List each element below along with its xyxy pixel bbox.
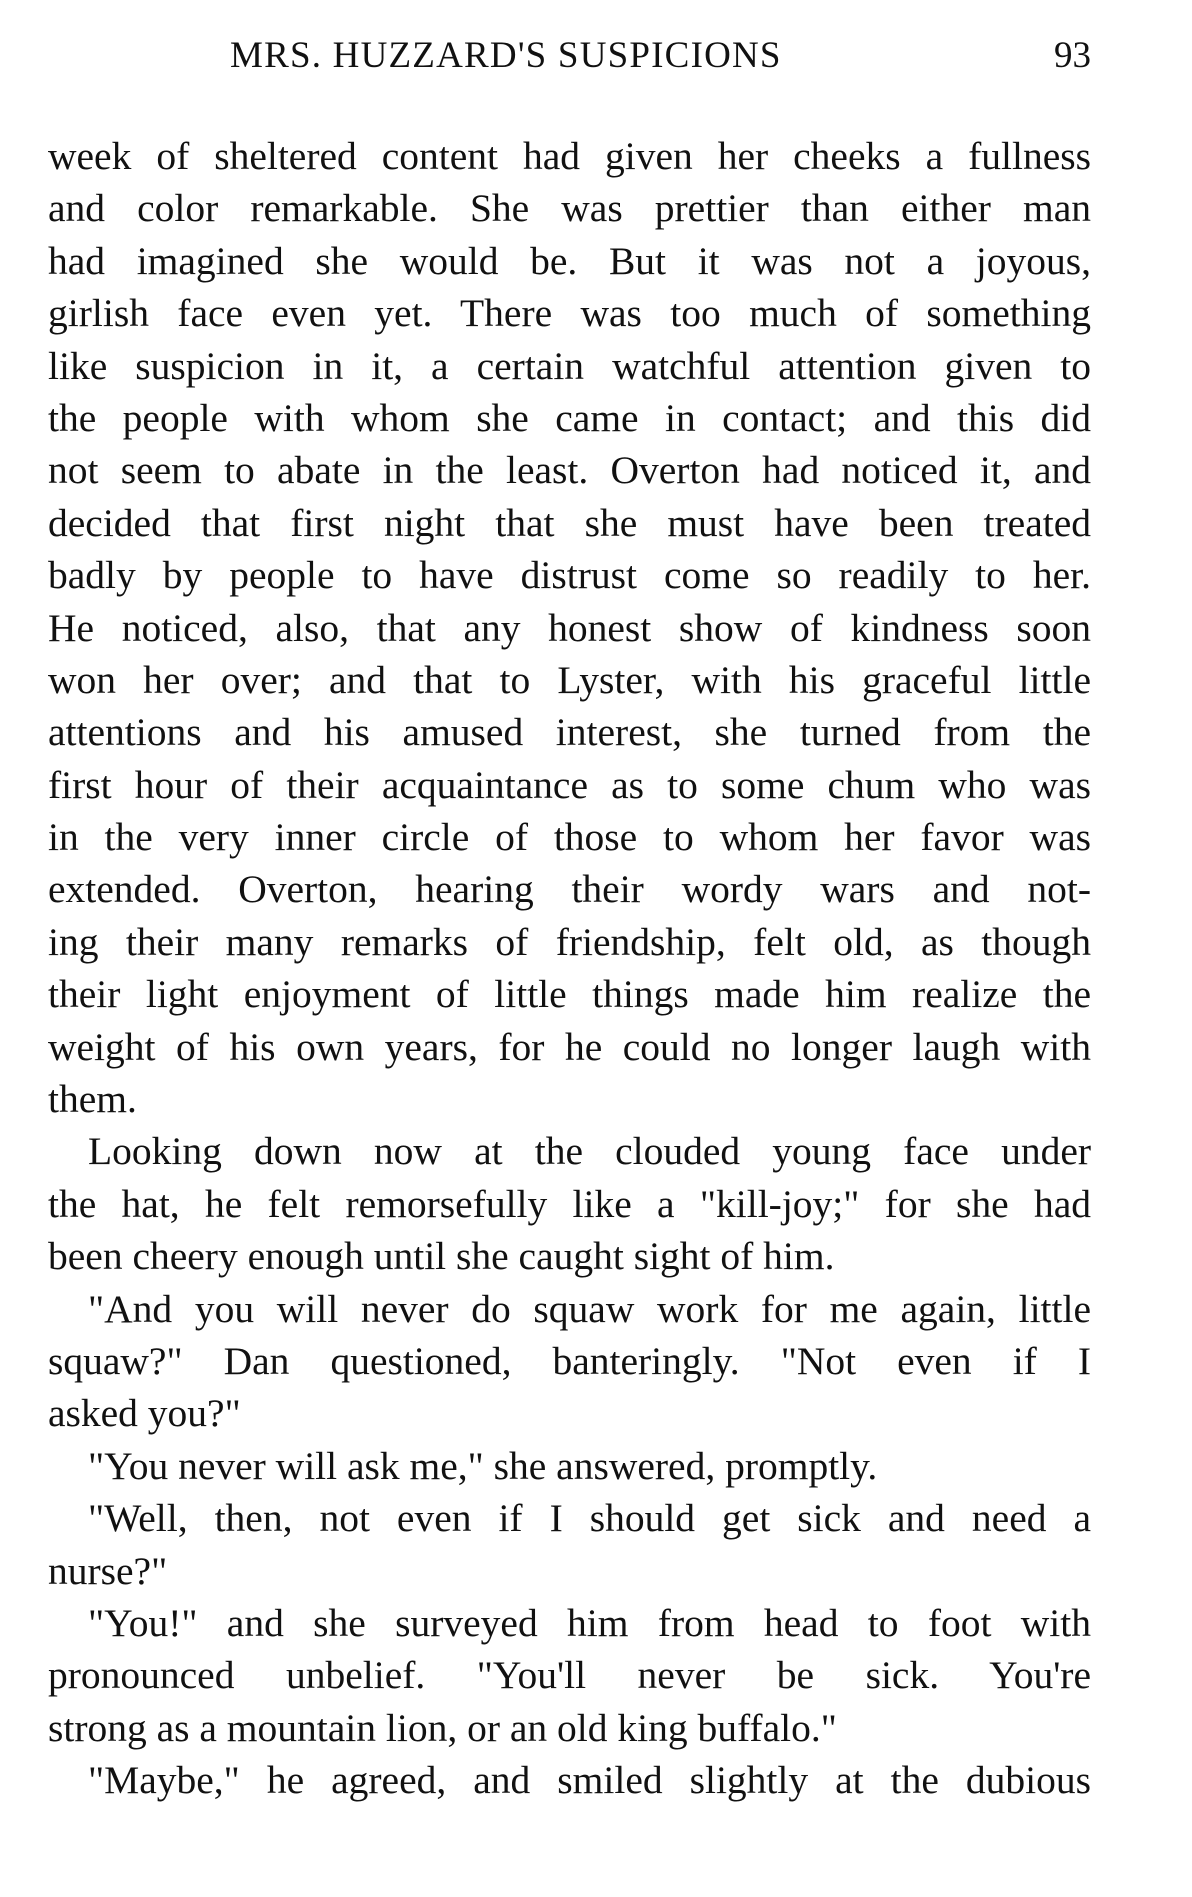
text-line: weight of his own years, for he could no longer laugh with xyxy=(48,1024,1091,1069)
text-line: been cheery enough until she caught sight of him. xyxy=(48,1234,835,1279)
text-line: "Maybe," he agreed, and smiled slightly at the dubious xyxy=(88,1758,1091,1803)
text-line: ing their many remarks of friendship, felt old, as though xyxy=(48,919,1091,964)
text-line: first hour of their acquaintance as to some chum who was xyxy=(48,762,1091,807)
text-line: Looking down now at the clouded young face under xyxy=(88,1129,1091,1174)
text-line: the people with whom she came in contact; and this did xyxy=(48,395,1091,440)
body-text xyxy=(48,130,1091,1807)
text-line: "And you will never do squaw work for me again, little xyxy=(88,1286,1091,1331)
text-line: and color remarkable. She was prettier than either man xyxy=(48,186,1091,231)
text-line: their light enjoyment of little things made him realize the xyxy=(48,972,1091,1017)
text-line: attentions and his amused interest, she turned from the xyxy=(48,710,1091,755)
text-line: badly by people to have distrust come so readily to her. xyxy=(48,553,1091,598)
text-line: decided that first night that she must have been treated xyxy=(48,500,1091,545)
text-line: pronounced unbelief. "You'll never be sick. You're xyxy=(48,1653,1091,1698)
text-line: them. xyxy=(48,1077,137,1122)
text-line: not seem to abate in the least. Overton had noticed it, and xyxy=(48,448,1091,493)
running-title: MRS. HUZZARD'S SUSPICIONS xyxy=(230,35,782,76)
text-line: "You never will ask me," she answered, promptly. xyxy=(88,1443,878,1488)
text-line: "You!" and she surveyed him from head to foot with xyxy=(88,1600,1091,1645)
running-head xyxy=(48,34,1091,94)
page-number: 93 xyxy=(1054,35,1091,76)
text-line: nurse?" xyxy=(48,1548,168,1593)
text-line: week of sheltered content had given her cheeks a fullness xyxy=(48,134,1091,178)
text-line: in the very inner circle of those to whom her favor was xyxy=(48,815,1091,860)
text-line: strong as a mountain lion, or an old king buffalo." xyxy=(48,1705,837,1750)
text-line: squaw?" Dan questioned, banteringly. "Not even if I xyxy=(48,1338,1091,1383)
text-line: extended. Overton, hearing their wordy wars and not- xyxy=(48,867,1091,912)
text-line: had imagined she would be. But it was not a joyous, xyxy=(48,238,1091,283)
text-line: like suspicion in it, a certain watchful attention given to xyxy=(48,343,1091,388)
text-line: He noticed, also, that any honest show of kindness soon xyxy=(48,605,1091,650)
text-line: the hat, he felt remorsefully like a "kill-joy;" for she had xyxy=(48,1181,1091,1226)
text-line: "Well, then, not even if I should get sick and need a xyxy=(88,1496,1091,1541)
text-line: girlish face even yet. There was too much of something xyxy=(48,291,1091,336)
text-line: won her over; and that to Lyster, with his graceful little xyxy=(48,657,1091,702)
text-line: asked you?" xyxy=(48,1391,241,1436)
